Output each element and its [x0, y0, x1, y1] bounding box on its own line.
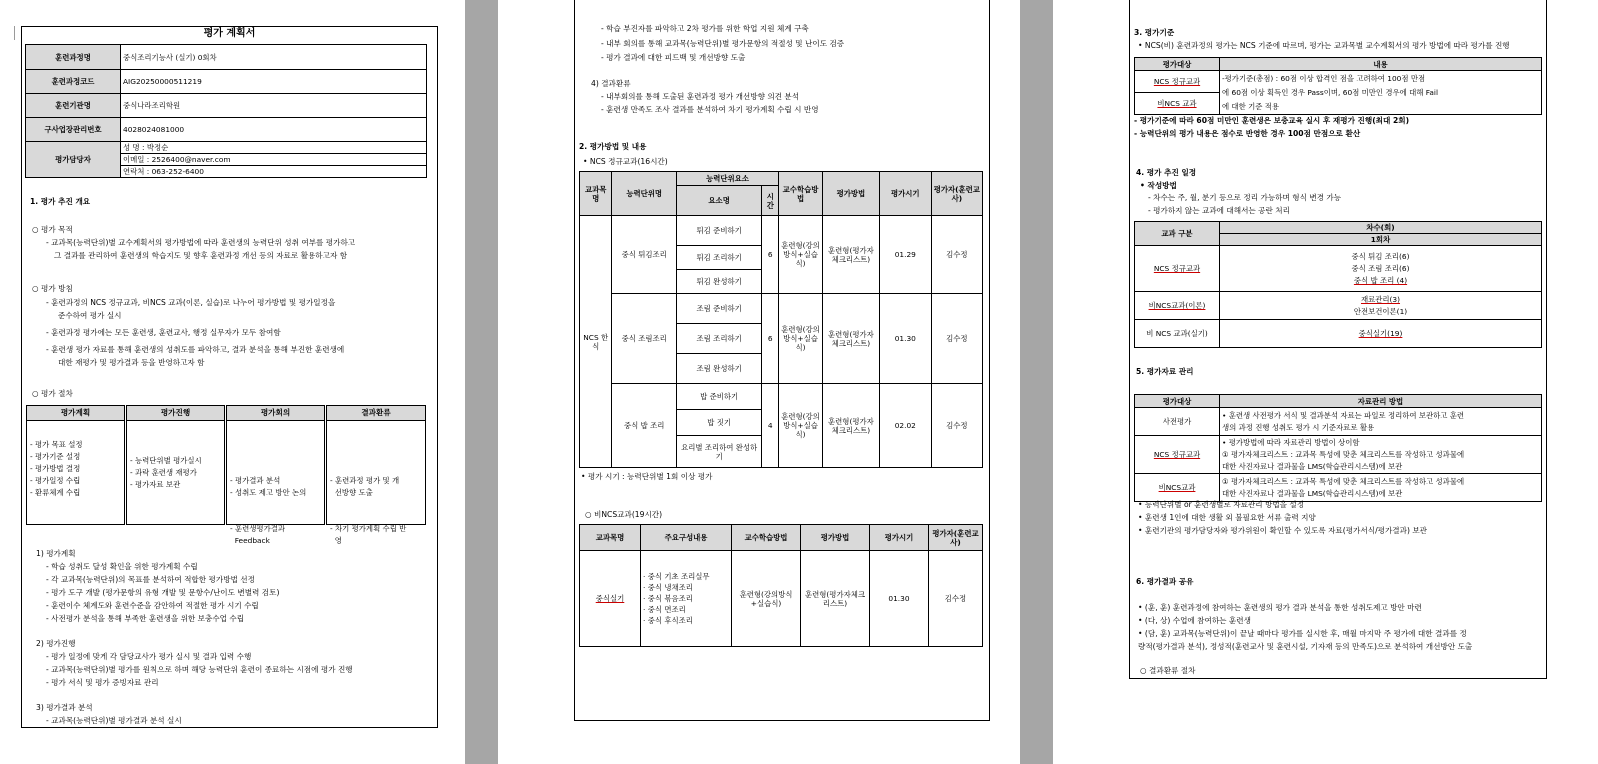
- text: 차수(회): [1220, 222, 1542, 234]
- text: 훈련형(강의방식+실습식): [732, 551, 801, 647]
- section-heading: 1. 평가 추진 개요: [30, 197, 91, 206]
- text: 튀김 완성하기: [676, 270, 761, 294]
- text: 평가자(훈련교사): [931, 172, 982, 216]
- text: - 평가자료 보관: [130, 480, 181, 489]
- text: 조림 완성하기: [676, 354, 761, 384]
- text: 김수정: [929, 551, 983, 647]
- text: 량적(평가결과 분석), 정성적(훈련교사 및 훈련시설, 기자재 등의 만족도)으로 분석하여 개선방안 도출: [1138, 642, 1473, 651]
- subsection-heading: ○ 비NCS교과(19시간): [585, 510, 663, 519]
- body-text: 대한 재평가 및 평가결과 등을 반영하고자 함: [58, 358, 205, 367]
- text: 비 NCS 교과(실기): [1135, 320, 1220, 348]
- text: 김수정: [931, 294, 982, 384]
- info-value: 4028024081000: [121, 118, 427, 142]
- text: - 각 교과목(능력단위)의 목표를 분석하여 적합한 평가방법 선정: [46, 575, 255, 584]
- body-text: 준수하여 평가 실시: [58, 311, 122, 320]
- text: • 훈련생 1인에 대한 생활 외 불필요한 서류 출력 지양: [1138, 513, 1316, 522]
- text: 중식 밥 조리 (4): [1353, 275, 1408, 285]
- text: - 능력단위별 평가실시: [130, 456, 202, 465]
- process-step-title: 평가계획: [27, 406, 124, 421]
- text: 훈련형(평가자체크리스트): [822, 384, 879, 468]
- ncs-eval-table: [579, 171, 983, 468]
- text: • 훈련생 사전평가 서식 및 결과분석 자료는 파일로 정리하여 보관하고 훈련: [1222, 410, 1465, 420]
- text: 교수학습방법: [732, 525, 801, 551]
- subsection-heading: ○ 평가 절차: [32, 389, 73, 398]
- text: - 능력단위의 평가 내용은 점수로 반영한 경우 100점 만점으로 환산: [1134, 129, 1361, 138]
- text: 01.30: [870, 551, 929, 647]
- text: • 훈련기관의 평가담당자와 평가위원이 확인할 수 있도록 자료(평가서식/평가결과) 보관: [1138, 526, 1428, 535]
- text: • 능력단위별 or 훈련생별로 자료관리 방법을 설정: [1138, 500, 1305, 509]
- process-step-title: 평가진행: [127, 406, 224, 421]
- text: 주요구성내용: [641, 525, 732, 551]
- text: 훈련형(평가자체크리스트): [822, 216, 879, 294]
- text: 중식 밥 조리: [612, 384, 676, 468]
- process-step: [226, 405, 325, 545]
- text: 비NCS교과: [1135, 474, 1220, 502]
- text: 요소명: [676, 186, 761, 216]
- process-step: [126, 405, 225, 525]
- text: 교과목명: [580, 172, 612, 216]
- text: 능력단위명: [612, 172, 676, 216]
- text: 평가대상: [1135, 395, 1220, 408]
- subsection-heading: ○ 평가 목적: [32, 225, 73, 234]
- text: 평가시기: [870, 525, 929, 551]
- text: - 평가하지 않는 교과에 대해서는 공란 처리: [1148, 206, 1290, 215]
- text: 자료관리 방법: [1220, 395, 1542, 408]
- page-frame: [1129, 0, 1547, 679]
- text: - 성취도 제고 방안 논의: [230, 488, 307, 497]
- data-management-table: [1134, 394, 1542, 502]
- text: - 사전평가 분석을 통해 부족한 훈련생을 위한 보충수업 수립: [46, 614, 245, 623]
- text: NCS 정규교과: [1135, 71, 1220, 93]
- text: 6: [762, 294, 779, 384]
- section-heading: 3. 평가기준: [1134, 28, 1175, 37]
- schedule-table: [1134, 221, 1542, 348]
- text: - 훈련이수 체계도와 훈련수준을 감안하여 적절한 평가 시기 수립: [46, 601, 259, 610]
- text: - 학습 부진자를 파악하고 2차 평가를 위한 학업 지원 체계 구축: [601, 24, 809, 33]
- text: · 중식 후식조리: [643, 616, 693, 625]
- body-text: - 교과목(능력단위)별 교수계획서의 평가방법에 따라 훈련생의 능력단위 성취 여부를 평가하고: [46, 238, 356, 247]
- text: 교수학습방법: [779, 172, 823, 216]
- text: 01.29: [879, 216, 931, 294]
- contact-email: 이메일 : 2526400@naver.com: [121, 154, 427, 166]
- text: • 평가 시기 : 능력단위별 1회 이상 평가: [581, 472, 713, 481]
- text: 밥 준비하기: [676, 384, 761, 410]
- text: - 평가결과 분석: [230, 476, 281, 485]
- contact-label: 평가담당자: [26, 142, 121, 178]
- course-info-table: [25, 44, 427, 178]
- text: ① 평가자체크리스트 : 교과목 특성에 맞춘 체크리스트를 작성하고 성과물에: [1222, 449, 1465, 459]
- text: 조림 조리하기: [676, 324, 761, 354]
- text: 영: [330, 536, 342, 545]
- info-label: 훈련과정코드: [26, 70, 121, 94]
- text: 평가시기: [879, 172, 931, 216]
- text: 평가방법: [822, 172, 879, 216]
- text: - 환류체계 수립: [30, 488, 81, 497]
- text: - 평가 결과에 대한 피드백 및 개선방향 도출: [601, 53, 746, 62]
- text: 내용: [1220, 58, 1542, 71]
- process-step: [326, 405, 426, 545]
- text: • (담, 훈) 교과목(능력단위)이 끝날 때마다 평가를 실시한 후, 매월 마지막 주 평가에 대한 결과를 정: [1138, 629, 1467, 638]
- document-page-3: [1053, 0, 1598, 764]
- subsection-heading: 4) 결과환류: [591, 79, 631, 88]
- text: 에 60점 이상 획득인 경우 Pass이며, 60점 미만인 경우에 대해 Fail: [1222, 87, 1439, 97]
- text: 평가자(훈련교사): [929, 525, 983, 551]
- section-heading: 2. 평가방법 및 내용: [579, 142, 647, 151]
- text: - 훈련과정 평가 및 개: [330, 476, 400, 485]
- text: 밥 짓기: [676, 410, 761, 436]
- info-label: 구사업장관리번호: [26, 118, 121, 142]
- text: 안전보건이론(1): [1353, 306, 1408, 316]
- text: 사전평가: [1135, 408, 1220, 436]
- text: NCS 정규교과: [1135, 246, 1220, 292]
- text: 훈련형(강의방식+실습식): [779, 216, 823, 294]
- process-step: [26, 405, 125, 525]
- process-step-title: 평가회의: [227, 406, 324, 421]
- body-text: - 훈련과정 평가에는 모든 훈련생, 훈련교사, 행정 실무자가 모두 참여함: [46, 328, 281, 337]
- text: 1회차: [1220, 234, 1542, 246]
- text: - 훈련생평가결과: [230, 524, 285, 533]
- text: 대한 사진자료나 결과물을 LMS(학습관리시스템)에 보관: [1222, 461, 1403, 471]
- page-gap: [1020, 0, 1053, 764]
- contact-name: 성 명 : 박정순: [121, 142, 427, 154]
- text: 6: [762, 216, 779, 294]
- text: 능력단위요소: [676, 172, 778, 186]
- text: - 내부회의를 통해 도출된 훈련과정 평가 개선방향 의견 분석: [601, 92, 800, 101]
- text: - 과락 훈련생 재평가: [130, 468, 197, 477]
- text: 중식 튀김조리: [612, 216, 676, 294]
- text: 비NCS 교과: [1135, 93, 1220, 115]
- text: 생의 과정 진행 성취도 평가 시 기준자료로 활용: [1222, 422, 1375, 432]
- text: Feedback: [230, 536, 270, 545]
- text: • 평가방법에 따라 자료관리 방법이 상이함: [1222, 437, 1360, 447]
- text: - 학습 성취도 달성 확인을 위한 평가계획 수립: [46, 562, 198, 571]
- text: NCS 정규교과: [1135, 436, 1220, 474]
- text: - 평가기준 설정: [30, 452, 81, 461]
- contact-phone: 연락처 : 063-252-6400: [121, 166, 427, 178]
- text: · 중식 면조리: [643, 605, 686, 614]
- text: 선방향 도출: [330, 488, 373, 497]
- text: - 차기 평가계획 수립 반: [330, 524, 407, 533]
- text: 김수정: [931, 216, 982, 294]
- text: 튀김 준비하기: [676, 216, 761, 246]
- text: - 교과목(능력단위)별 평가결과 분석 실시: [46, 716, 182, 725]
- text: · 중식 볶음조리: [643, 594, 693, 603]
- text: 02.02: [879, 384, 931, 468]
- subsection-heading: ○ 평가 방침: [32, 284, 73, 293]
- text: 훈련형(평가자체크리스트): [801, 551, 870, 647]
- text: 훈련형(강의방식+실습식): [779, 294, 823, 384]
- text: - 평가 서식 및 평가 증빙자료 관리: [46, 678, 159, 687]
- text: 훈련형(강의방식+실습식): [779, 384, 823, 468]
- text: 비NCS교과(이론): [1135, 292, 1220, 320]
- info-label: 훈련기관명: [26, 94, 121, 118]
- text: - 평가 목표 설정: [30, 440, 83, 449]
- body-text: 그 결과를 관리하여 훈련생의 학습지도 및 향후 훈련과정 개선 등의 자료로 활용하고자 함: [54, 251, 348, 260]
- text: 평가대상: [1135, 58, 1220, 71]
- info-label: 훈련과정명: [26, 45, 121, 70]
- info-value: AIG20250000511219: [121, 70, 427, 94]
- text: • (훈, 훈) 훈련과정에 참여하는 훈련생의 평가 결과 분석을 통한 성취도제고 방안 마련: [1138, 603, 1422, 612]
- text: 에 대한 기준 적용: [1222, 101, 1280, 111]
- subsection-heading: 2) 평가진행: [36, 639, 76, 648]
- text: · 중식 냉채조리: [643, 583, 693, 592]
- text: 중식 조림 조리(6): [1351, 263, 1410, 273]
- text: - 훈련생 만족도 조사 결과를 분석하여 차기 평가계획 수립 시 반영: [601, 105, 819, 114]
- text: - 내부 회의를 통해 교과목(능력단위)별 평가문항의 적절성 및 난이도 검증: [601, 39, 845, 48]
- text: 교과 구분: [1135, 222, 1220, 246]
- text: - 교과목(능력단위)별 평가를 원칙으로 하며 해당 능력단위 훈련이 종료하는 시점에 평가 진행: [46, 665, 353, 674]
- text: 시간: [762, 186, 779, 216]
- page-gap: [465, 0, 498, 764]
- subsection-heading: • NCS 정규교과(16시간): [583, 157, 668, 166]
- text: 중식 튀김 조리(6): [1351, 251, 1410, 261]
- body-text: - 훈련생 평가 자료를 통해 훈련생의 성취도를 파악하고, 결과 분석을 통해 부진한 훈련생에: [46, 345, 345, 354]
- text: - 차수는 주, 월, 분기 등으로 정리 가능하며 형식 변경 가능: [1148, 193, 1342, 202]
- text: - 평가기준에 따라 60점 미만인 훈련생은 보충교육 실시 후 재평가 진행(최대 2회): [1134, 116, 1410, 125]
- text: - 평가 일정에 맞게 각 담당교사가 평가 실시 및 결과 입력 수행: [46, 652, 252, 661]
- text: NCS 한식: [580, 216, 612, 468]
- text: - 평가 도구 개발 (평가문항의 유형 개발 및 문항수/난이도 변별력 검토): [46, 588, 280, 597]
- document-page-1: [0, 0, 465, 764]
- text: 훈련형(평가자체크리스트): [822, 294, 879, 384]
- document-title: 평가 계획서: [203, 28, 256, 39]
- text: 교과목명: [580, 525, 641, 551]
- info-value: 중식조리기능사 (실기) 0회차: [121, 45, 427, 70]
- document-page-2: [498, 0, 1020, 764]
- subsection-heading: 3) 평가결과 분석: [36, 703, 93, 712]
- page-frame: [574, 0, 990, 721]
- text: ① 평가자체크리스트 : 교과목 특성에 맞춘 체크리스트를 작성하고 성과물에: [1222, 476, 1465, 486]
- section-heading: 5. 평가자료 관리: [1136, 367, 1194, 376]
- text: 튀김 조리하기: [676, 246, 761, 270]
- text: 평가방법: [801, 525, 870, 551]
- text: 4: [762, 384, 779, 468]
- text: • NCS(비) 훈련과정의 평가는 NCS 기준에 따르며, 평가는 교과목별 교수계획서의 평가 방법에 따라 평가를 진행: [1138, 41, 1510, 50]
- text: 중식 조림조리: [612, 294, 676, 384]
- process-step-title: 결과환류: [327, 406, 425, 421]
- text: - 평가일정 수립: [30, 476, 81, 485]
- text: - 평가방법 결정: [30, 464, 81, 473]
- text: • 작성방법: [1140, 181, 1177, 190]
- criteria-table: [1134, 57, 1542, 115]
- text: 대한 사진자료나 결과물을 LMS(학습관리시스템)에 보관: [1222, 488, 1403, 498]
- info-value: 중식나라조리학원: [121, 94, 427, 118]
- text: 중식실기(19): [1220, 320, 1542, 348]
- section-heading: 6. 평가결과 공유: [1136, 577, 1194, 586]
- non-ncs-eval-table: [579, 524, 983, 647]
- subsection-heading: ○ 결과환류 절차: [1140, 666, 1196, 675]
- text: 요리별 조리하여 완성하기: [676, 436, 761, 468]
- body-text: - 훈련과정의 NCS 정규교과, 비NCS 교과(이론, 실습)로 나누어 평가방법 및 평가일정을: [46, 298, 336, 307]
- subsection-heading: 1) 평가계획: [36, 549, 76, 558]
- text: -평가기준(총점) : 60점 이상 합격인 점을 고려하여 100점 만점: [1222, 73, 1426, 83]
- text: • (다, 상) 수업에 참여하는 훈련생: [1138, 616, 1251, 625]
- text: 01.30: [879, 294, 931, 384]
- section-heading: 4. 평가 추진 일정: [1136, 168, 1197, 177]
- page-frame: [21, 26, 438, 728]
- text: 재료관리(3): [1360, 294, 1401, 304]
- text: · 중식 기초 조리실무: [643, 572, 710, 581]
- text: 조림 준비하기: [676, 294, 761, 324]
- text: 중식실기: [580, 551, 641, 647]
- text: 김수정: [931, 384, 982, 468]
